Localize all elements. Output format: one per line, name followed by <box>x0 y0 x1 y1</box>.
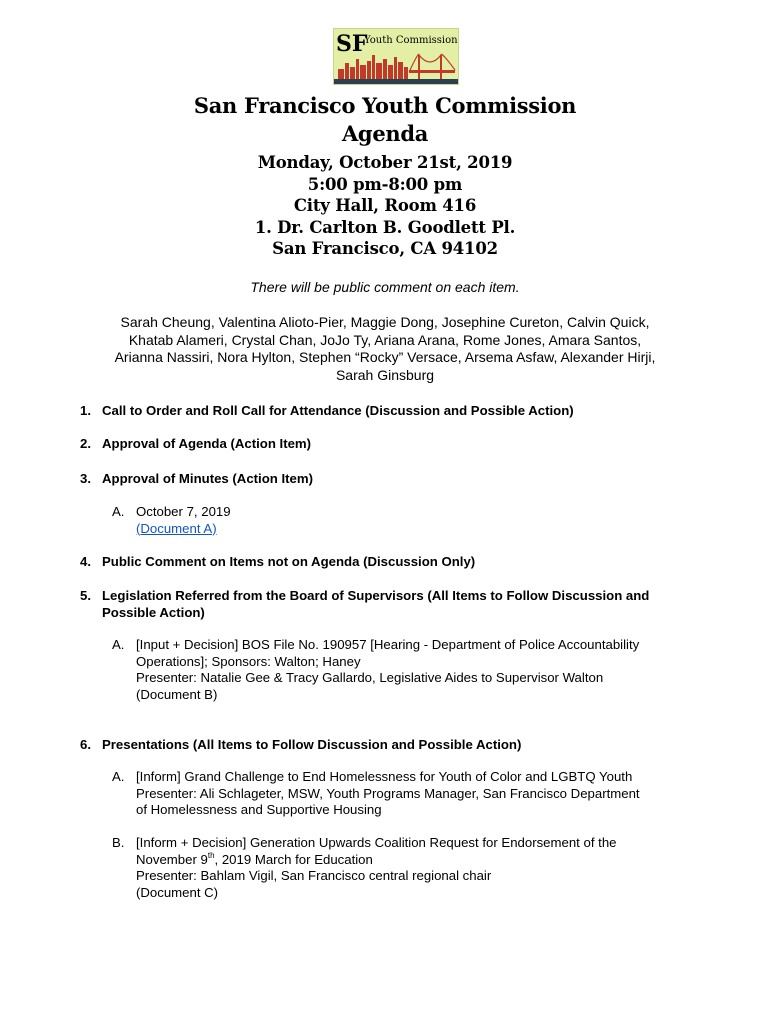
subitem-letter: B. <box>112 835 125 850</box>
agenda-header <box>0 92 770 260</box>
item-6-subitem-a <box>112 769 696 819</box>
subitem-letter: A. <box>112 504 125 519</box>
item-number: 4. <box>80 554 91 569</box>
item-title: Presentations (All Items to Follow Discussion and Possible Action) <box>102 737 522 752</box>
subitem-line: Presenter: Ali Schlageter, MSW, Youth Programs Manager, San Francisco Department <box>136 785 640 801</box>
item-number: 2. <box>80 436 91 451</box>
item-number: 5. <box>80 588 91 603</box>
subitem-line: (Document B) <box>136 686 218 702</box>
members-line: Arianna Nassiri, Nora Hylton, Stephen “Rocky” Versace, Arsema Asfaw, Alexander Hirji, <box>114 349 656 365</box>
sf-youth-commission-logo <box>333 28 459 85</box>
subitem-letter: A. <box>112 769 125 784</box>
commissioner-list <box>80 314 690 384</box>
agenda-item-1 <box>80 403 692 420</box>
item-title: Call to Order and Roll Call for Attendance (Discussion and Possible Action) <box>102 403 574 418</box>
item-title: Public Comment on Items not on Agenda (Discussion Only) <box>102 554 476 569</box>
logo-text: Youth Commission <box>364 35 458 46</box>
agenda-item-3 <box>80 471 692 488</box>
subitem-line: (Document C) <box>136 884 219 900</box>
document-a-link[interactable]: (Document A) <box>136 520 217 536</box>
subitem-line: Presenter: Natalie Gee & Tracy Gallardo, Legislative Aides to Supervisor Walton <box>136 670 604 685</box>
meeting-city: San Francisco, CA 94102 <box>272 239 498 258</box>
meeting-time: 5:00 pm-8:00 pm <box>307 174 463 194</box>
subitem-letter: A. <box>112 637 125 652</box>
item-number: 1. <box>80 403 91 418</box>
item-title: Possible Action) <box>102 604 205 620</box>
logo-mark: SF <box>336 31 368 57</box>
subitem-line: [Inform + Decision] Generation Upwards Coalition Request for Endorsement of the <box>136 835 617 850</box>
ordinal-suffix: th <box>207 850 215 860</box>
agenda-item-4 <box>80 554 692 571</box>
agenda-item-2 <box>80 436 692 453</box>
meeting-address: 1. Dr. Carlton B. Goodlett Pl. <box>254 217 516 237</box>
item-number: 6. <box>80 737 91 752</box>
item-title: Legislation Referred from the Board of Supervisors (All Items to Follow Discussion and <box>102 588 650 603</box>
subitem-line: [Inform] Grand Challenge to End Homelessness for Youth of Color and LGBTQ Youth <box>136 769 633 784</box>
members-line: Khatab Alameri, Crystal Chan, JoJo Ty, Ariana Arana, Rome Jones, Amara Santos, <box>128 331 642 348</box>
meeting-date: Monday, October 21st, 2019 <box>257 153 513 172</box>
agenda-title: Agenda <box>341 121 429 146</box>
march-date: November 9 <box>136 851 208 867</box>
members-line: Sarah Ginsburg <box>335 366 435 383</box>
march-title: , 2019 March for Education <box>214 851 373 867</box>
members-line: Sarah Cheung, Valentina Alioto-Pier, Maggie Dong, Josephine Cureton, Calvin Quick, <box>120 314 650 330</box>
subitem-line <box>136 852 696 869</box>
item-3-subitem-a <box>112 504 696 537</box>
item-title: Approval of Agenda (Action Item) <box>102 436 312 451</box>
commission-title: San Francisco Youth Commission <box>193 93 577 118</box>
agenda-item-5 <box>80 588 692 621</box>
agenda-item-6 <box>80 737 692 754</box>
subitem-line: Presenter: Bahlam Vigil, San Francisco central regional chair <box>136 868 492 883</box>
subitem-line: Operations]; Sponsors: Walton; Haney <box>136 653 361 669</box>
item-5-subitem-a <box>112 637 696 703</box>
item-6-subitem-b <box>112 835 696 901</box>
minutes-date: October 7, 2019 <box>136 504 231 519</box>
item-number: 3. <box>80 471 91 486</box>
item-title: Approval of Minutes (Action Item) <box>102 471 313 486</box>
subitem-line: of Homelessness and Supportive Housing <box>136 802 382 817</box>
subitem-line: [Input + Decision] BOS File No. 190957 [Hearing - Department of Police Accountability <box>136 637 640 652</box>
meeting-room: City Hall, Room 416 <box>293 196 477 215</box>
public-comment-note: There will be public comment on each item. <box>250 279 520 295</box>
